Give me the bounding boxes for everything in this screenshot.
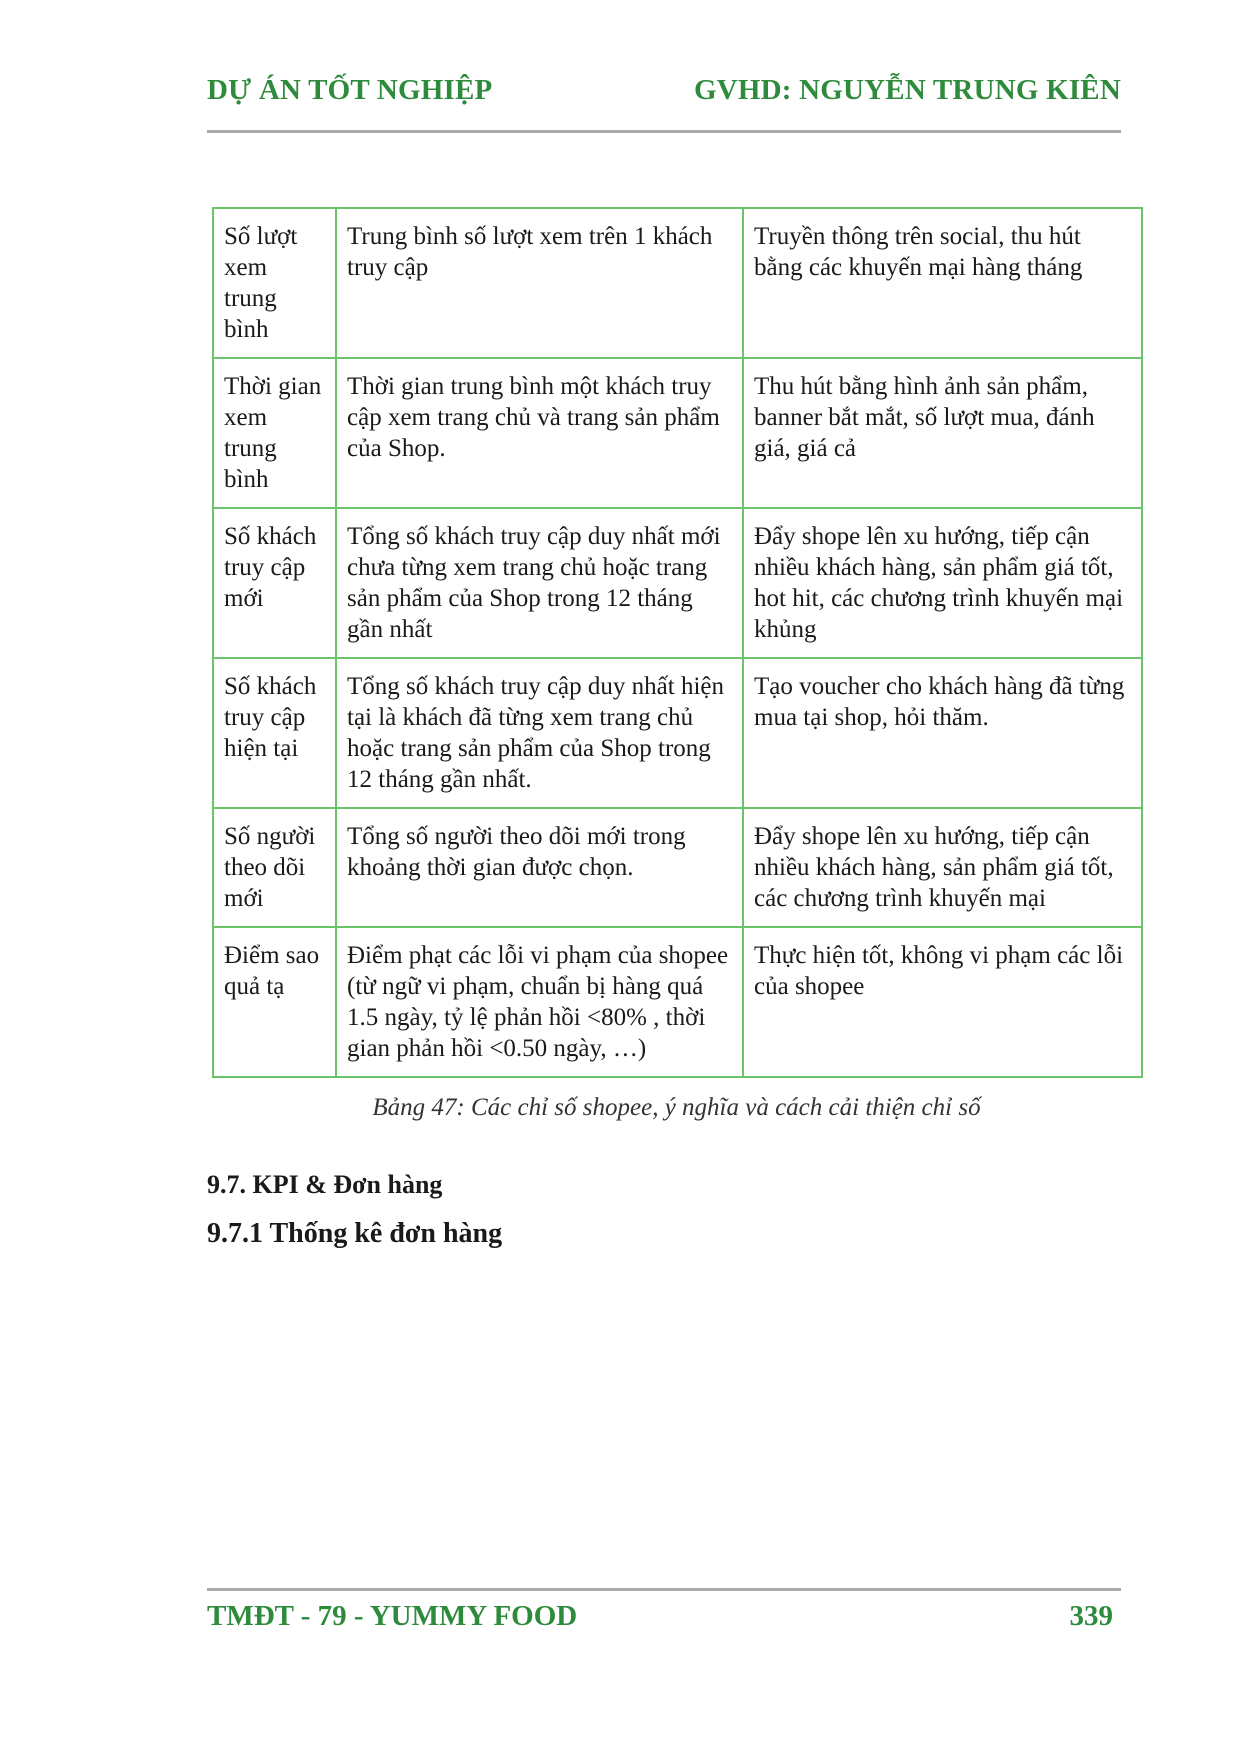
footer-project-name: TMĐT - 79 - YUMMY FOOD: [207, 1600, 578, 1632]
table-cell: Điểm phạt các lỗi vi phạm của shopee (từ ngữ vi phạm, chuẩn bị hàng quá 1.5 ngày, tỷ lệ phản hồi <80% , thời gian phản hồi <0.50 ngày, …): [336, 927, 743, 1077]
table-cell: Truyền thông trên social, thu hút bằng các khuyến mại hàng tháng: [743, 208, 1142, 358]
table-cell: Số lượt xem trung bình: [213, 208, 336, 358]
table-row: [213, 208, 1142, 358]
table-row: [213, 658, 1142, 808]
page-header: [207, 74, 1121, 114]
page-footer: [207, 1600, 1121, 1640]
table-cell: Thực hiện tốt, không vi phạm các lỗi của shopee: [743, 927, 1142, 1077]
table-cell: Số người theo dõi mới: [213, 808, 336, 927]
table-cell: Tổng số khách truy cập duy nhất hiện tại là khách đã từng xem trang chủ hoặc trang sản phẩm của Shop trong 12 tháng gần nhất.: [336, 658, 743, 808]
header-advisor: GVHD: NGUYỄN TRUNG KIÊN: [693, 74, 1121, 106]
table-cell: Số khách truy cập hiện tại: [213, 658, 336, 808]
table-cell: Điểm sao quả tạ: [213, 927, 336, 1077]
table-cell: Trung bình số lượt xem trên 1 khách truy cập: [336, 208, 743, 358]
table-cell: Tổng số người theo dõi mới trong khoảng thời gian được chọn.: [336, 808, 743, 927]
table-row: [213, 358, 1142, 508]
table-row: [213, 927, 1142, 1077]
table-cell: Đẩy shope lên xu hướng, tiếp cận nhiều khách hàng, sản phẩm giá tốt, hot hit, các chương trình khuyến mại khủng: [743, 508, 1142, 658]
table-cell: Tổng số khách truy cập duy nhất mới chưa từng xem trang chủ hoặc trang sản phẩm của Shop trong 12 tháng gần nhất: [336, 508, 743, 658]
table-row: [213, 508, 1142, 658]
footer-divider: [207, 1588, 1121, 1591]
table-cell: Số khách truy cập mới: [213, 508, 336, 658]
shopee-metrics-table: [212, 207, 1143, 1078]
section-heading: 9.7. KPI & Đơn hàng: [207, 1170, 443, 1199]
table-row: [213, 808, 1142, 927]
table-cell: Tạo voucher cho khách hàng đã từng mua tại shop, hỏi thăm.: [743, 658, 1142, 808]
table-cell: Thu hút bằng hình ảnh sản phẩm, banner bắt mắt, số lượt mua, đánh giá, giá cả: [743, 358, 1142, 508]
table-cell: Đẩy shope lên xu hướng, tiếp cận nhiều khách hàng, sản phẩm giá tốt, các chương trình khuyến mại: [743, 808, 1142, 927]
table-cell: Thời gian trung bình một khách truy cập xem trang chủ và trang sản phẩm của Shop.: [336, 358, 743, 508]
header-project-title: DỰ ÁN TỐT NGHIỆP: [207, 74, 493, 106]
header-divider: [207, 130, 1121, 133]
table-cell: Thời gian xem trung bình: [213, 358, 336, 508]
subsection-heading: 9.7.1 Thống kê đơn hàng: [207, 1218, 503, 1249]
page-number: 339: [1069, 1600, 1113, 1632]
table-caption: Bảng 47: Các chỉ số shopee, ý nghĩa và cách cải thiện chỉ số: [372, 1094, 981, 1121]
